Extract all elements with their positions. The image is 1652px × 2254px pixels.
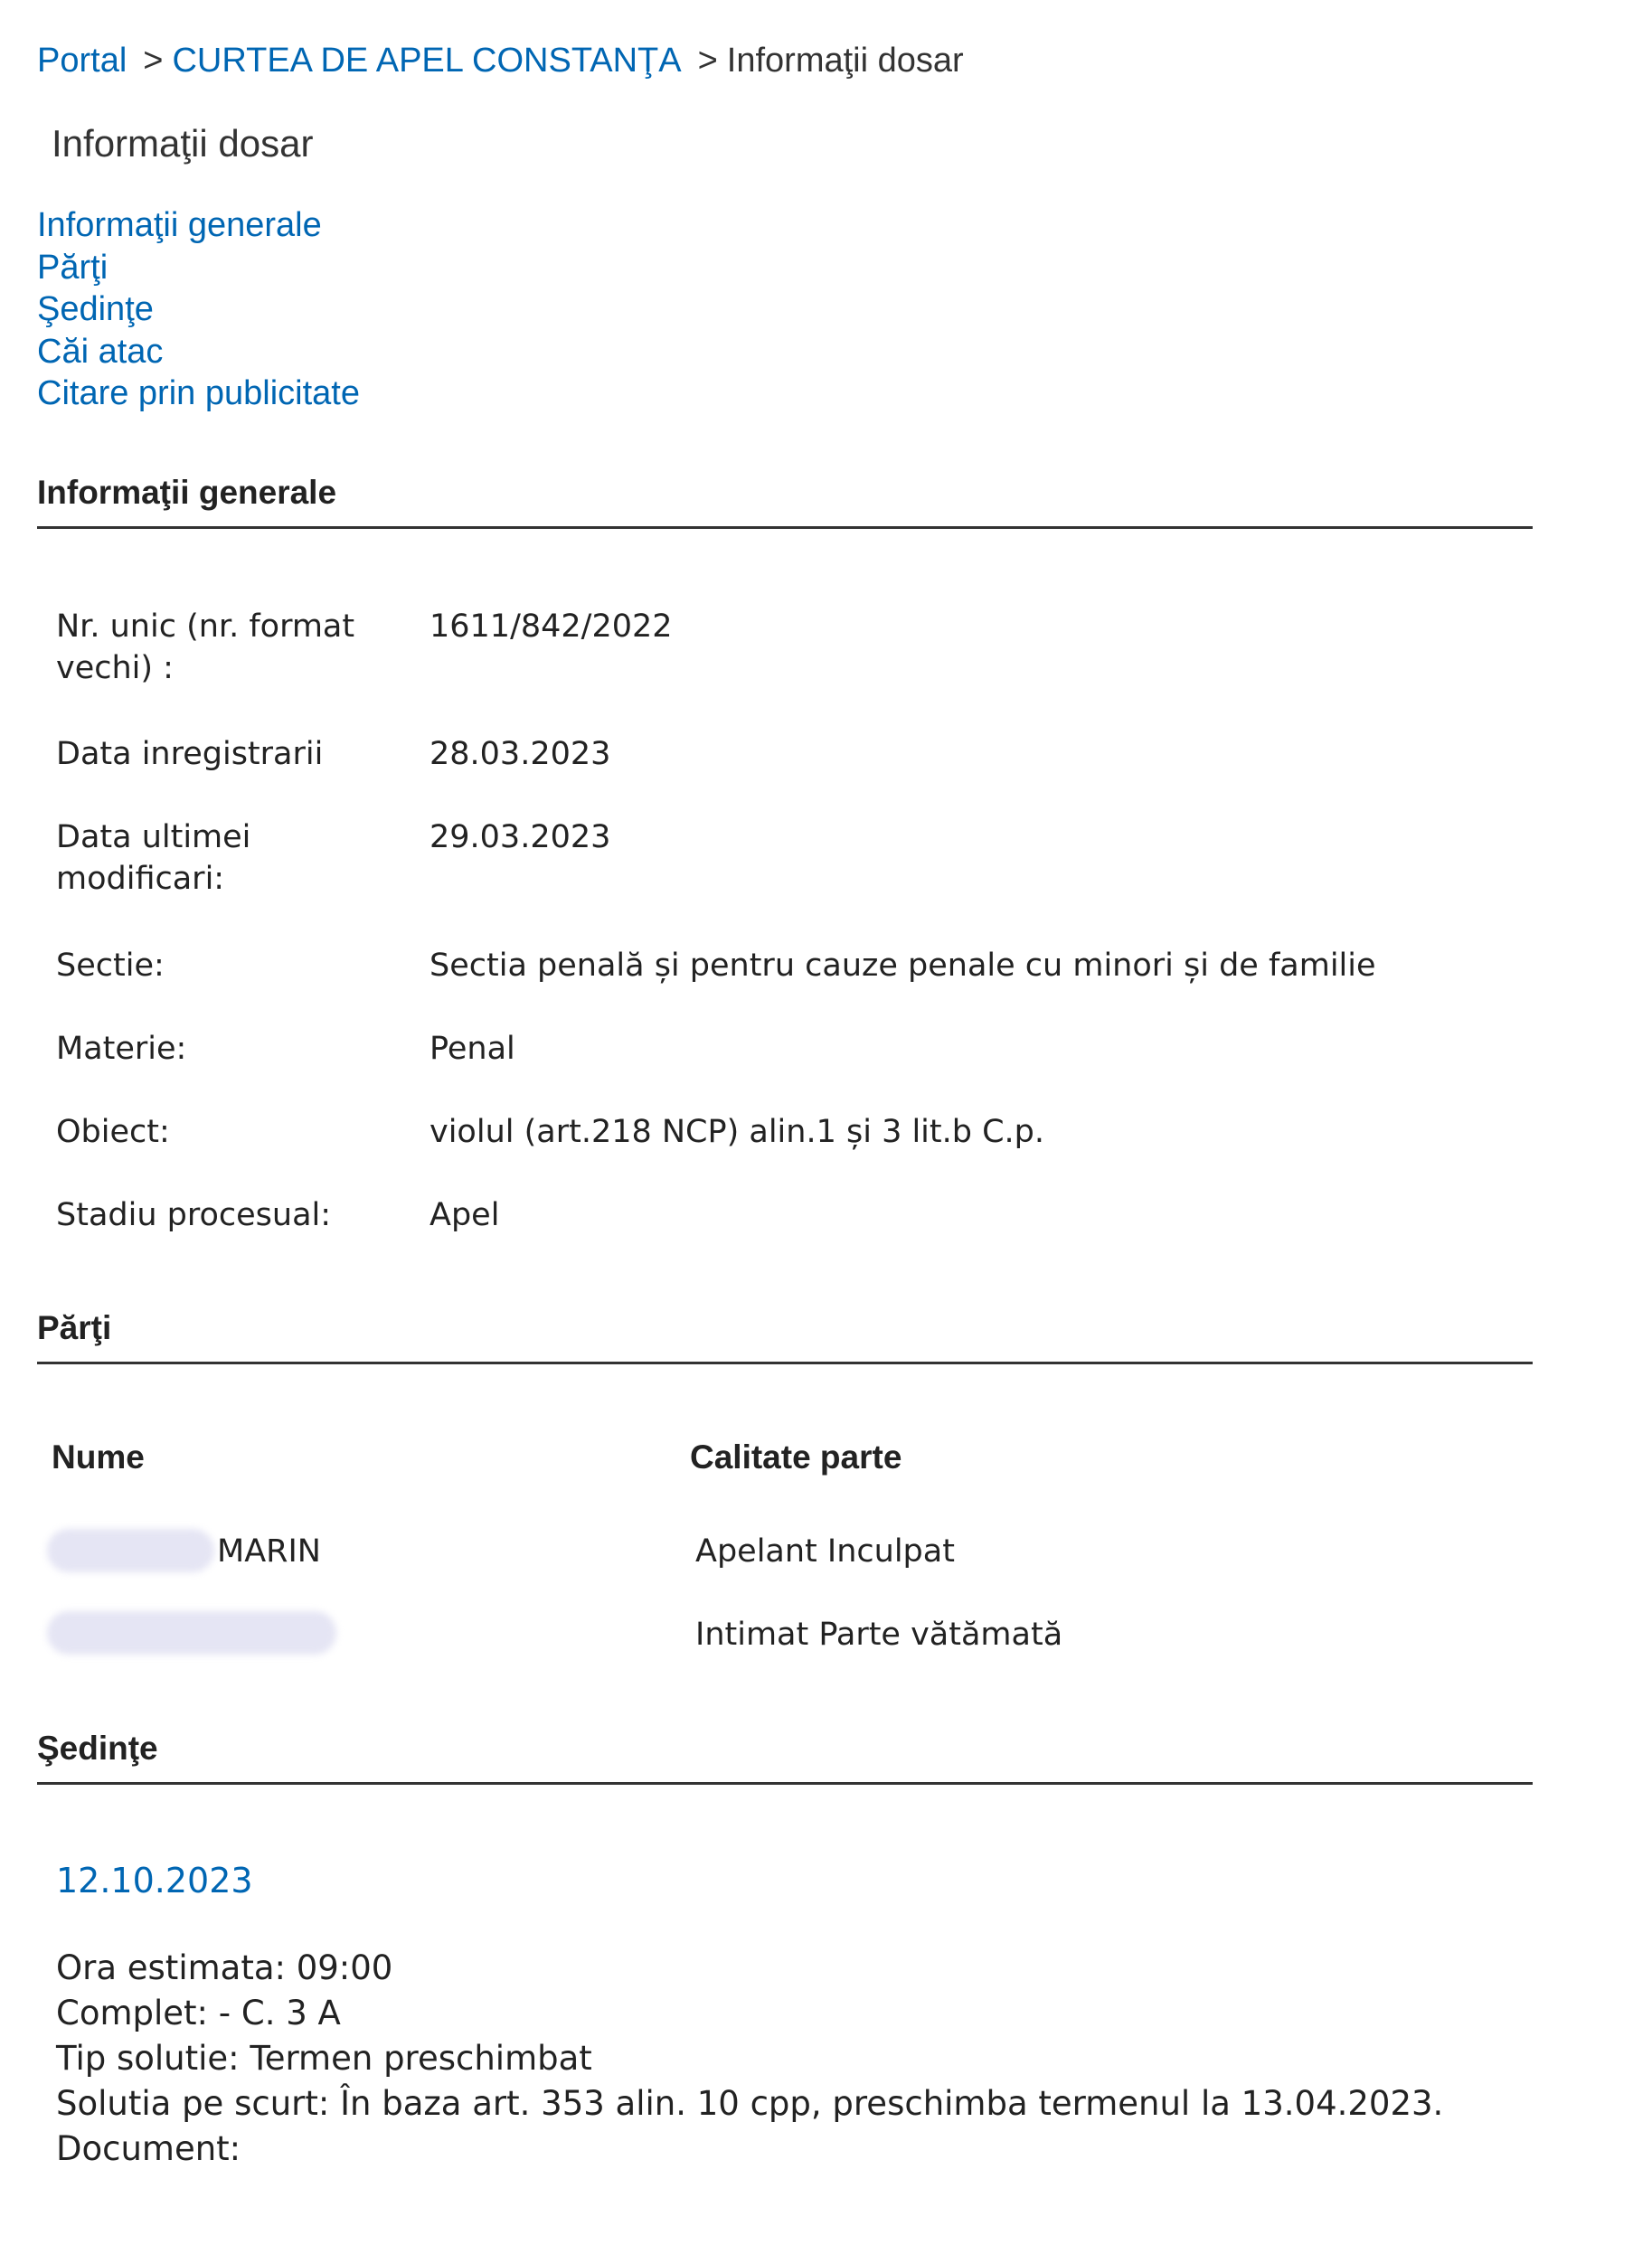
toc-link-parties[interactable]: Părţi <box>37 248 109 287</box>
info-label-registration-date: Data inregistrarii <box>56 736 324 772</box>
toc-link-public-summons[interactable]: Citare prin publicitate <box>37 374 360 412</box>
hearing-panel: Complet: - C. 3 A <box>56 1994 341 2032</box>
section-heading-hearings: Şedinţe <box>37 1728 1533 1785</box>
info-value-object: violul (art.218 NCP) alin.1 și 3 lit.b C.p. <box>430 1114 1045 1150</box>
redacted-name <box>47 1529 214 1572</box>
parties-header-role: Calitate parte <box>690 1438 902 1476</box>
parties-header-name: Nume <box>52 1438 145 1476</box>
breadcrumb-separator: > <box>143 42 164 80</box>
hearing-solution-summary: Solutia pe scurt: În baza art. 353 alin. 10 cpp, preschimba termenul la 13.04.2023. <box>56 2084 1444 2123</box>
section-heading-parties: Părţi <box>37 1307 1533 1364</box>
info-value-case-number: 1611/842/2022 <box>430 608 673 645</box>
info-value-matter: Penal <box>430 1031 515 1067</box>
info-value-procedural-stage: Apel <box>430 1197 500 1233</box>
page-title: Informaţii dosar <box>52 122 314 165</box>
toc-link-hearings[interactable]: Şedinţe <box>37 290 154 328</box>
hearing-time: Ora estimata: 09:00 <box>56 1948 393 1987</box>
hearing-details <box>56 1946 1443 2172</box>
breadcrumb-portal-link[interactable]: Portal <box>37 42 127 80</box>
hearing-date-link[interactable]: 12.10.2023 <box>56 1861 253 1900</box>
info-label-object: Obiect: <box>56 1114 170 1150</box>
party-name: MARIN <box>217 1533 321 1570</box>
info-value-section: Sectia penală și pentru cauze penale cu minori și de familie <box>430 948 1376 984</box>
hearing-document: Document: <box>56 2129 241 2168</box>
toc-link-appeals[interactable]: Căi atac <box>37 332 164 371</box>
info-label-case-number: Nr. unic (nr. format vechi) : <box>56 608 355 686</box>
party-role: Intimat Parte vătămată <box>695 1617 1063 1653</box>
breadcrumb <box>37 40 964 81</box>
section-nav <box>37 204 360 415</box>
section-heading-general: Informaţii generale <box>37 472 1533 529</box>
breadcrumb-separator: > <box>697 42 718 80</box>
info-label-matter: Materie: <box>56 1031 187 1067</box>
party-role: Apelant Inculpat <box>695 1533 955 1570</box>
redacted-name <box>47 1611 336 1655</box>
info-label-procedural-stage: Stadiu procesual: <box>56 1197 332 1233</box>
info-value-registration-date: 28.03.2023 <box>430 736 611 772</box>
toc-link-general[interactable]: Informaţii generale <box>37 206 322 244</box>
breadcrumb-court-link[interactable]: CURTEA DE APEL CONSTANŢA <box>172 42 682 80</box>
info-label-last-modified: Data ultimei modificari: <box>56 819 251 897</box>
info-value-last-modified: 29.03.2023 <box>430 819 611 855</box>
info-label-section: Sectie: <box>56 948 165 984</box>
hearing-solution-type: Tip solutie: Termen preschimbat <box>56 2039 592 2078</box>
breadcrumb-current: Informaţii dosar <box>726 42 964 80</box>
